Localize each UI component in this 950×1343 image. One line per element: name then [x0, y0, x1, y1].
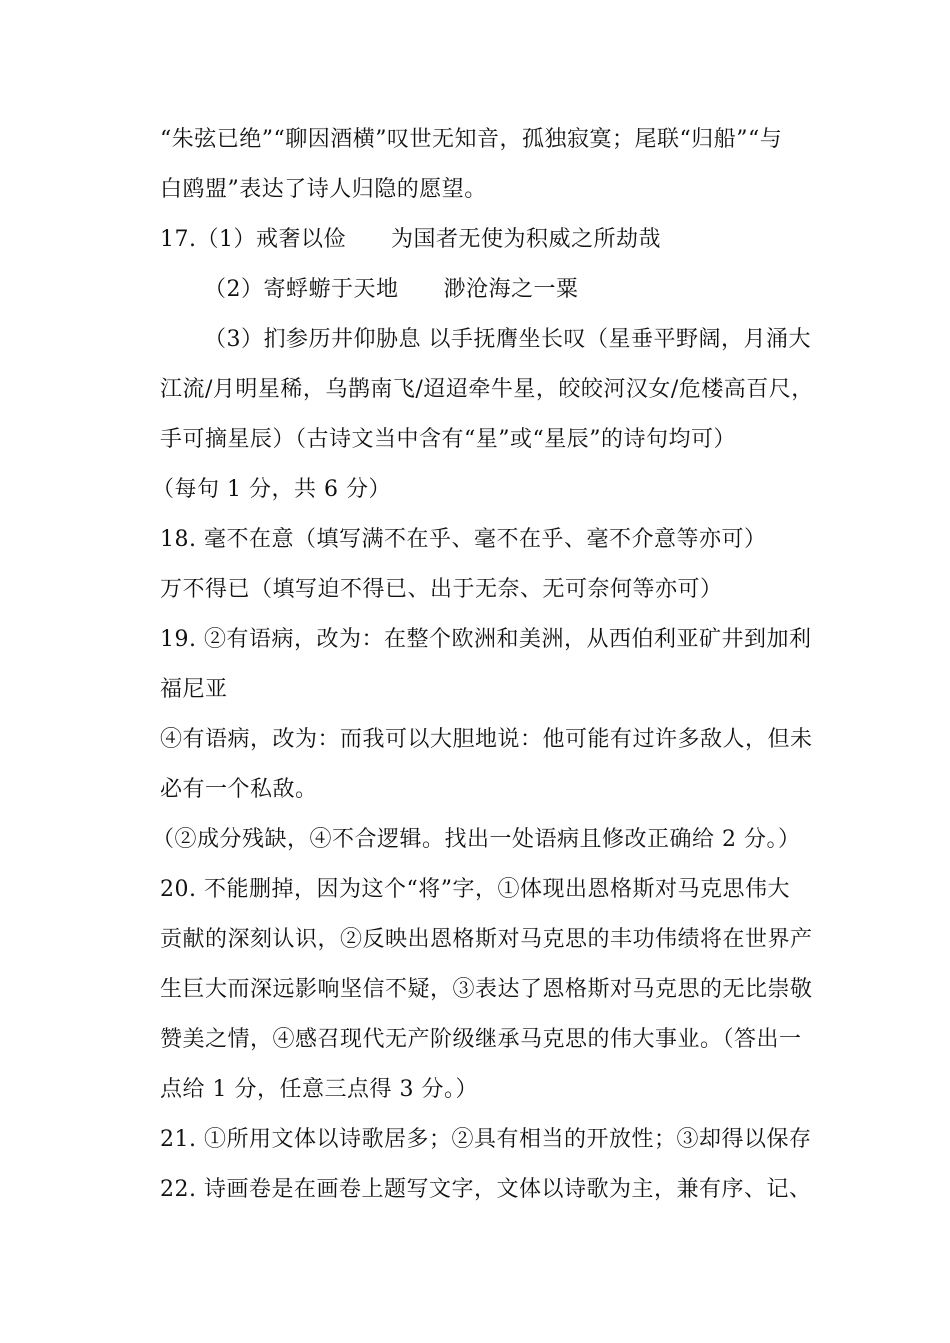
score-note: （每句 1 分，共 6 分）: [152, 477, 391, 502]
text-line: 生巨大而深远影响坚信不疑，③表达了恩格斯对马克思的无比崇敬: [160, 977, 813, 1002]
answer-18-line: 18. 毫不在意（填写满不在乎、毫不在乎、毫不介意等亦可）: [160, 527, 767, 552]
answer-17-3-line: （3）扪参历井仰胁息 以手抚膺坐长叹（星垂平野阔，月涌大: [204, 327, 811, 352]
answer-20-line: 20. 不能删掉，因为这个“将”字，①体现出恩格斯对马克思伟大: [160, 877, 790, 902]
text-line: 万不得已（填写迫不得已、出于无奈、无可奈何等亦可）: [160, 577, 723, 602]
answer-19-line: 19. ②有语病，改为：在整个欧洲和美洲，从西伯利亚矿井到加利: [160, 627, 812, 652]
text-line: ④有语病，改为：而我可以大胆地说：他可能有过许多敌人，但未: [160, 727, 813, 752]
text-line: “朱弦已绝”“聊因酒横”叹世无知音，孤独寂寞；尾联“归船”“与: [160, 127, 783, 152]
text-line: 福尼亚: [160, 677, 228, 702]
answer-22-line: 22. 诗画卷是在画卷上题写文字，文体以诗歌为主，兼有序、记、: [160, 1177, 812, 1202]
text-line: 贡献的深刻认识，②反映出恩格斯对马克思的丰功伟绩将在世界产: [160, 927, 813, 952]
text-line: 必有一个私敌。: [160, 777, 318, 802]
answer-21-line: 21. ①所用文体以诗歌居多；②具有相当的开放性；③却得以保存: [160, 1127, 812, 1152]
answer-17-2-line: （2）寄蜉蝣于天地 渺沧海之一粟: [204, 277, 579, 302]
text-line: 江流/月明星稀，乌鹊南飞/迢迢牵牛星，皎皎河汉女/危楼高百尺，: [160, 377, 814, 402]
text-line: 手可摘星辰）（古诗文当中含有“星”或“星辰”的诗句均可）: [160, 427, 736, 452]
text-line: 赞美之情，④感召现代无产阶级继承马克思的伟大事业。（答出一: [160, 1027, 802, 1052]
text-line: 点给 1 分，任意三点得 3 分。）: [160, 1077, 478, 1102]
text-line: 白鸥盟”表达了诗人归隐的愿望。: [160, 177, 487, 202]
answer-17-line: 17.（1）戒奢以俭 为国者无使为积威之所劫哉: [160, 227, 661, 252]
score-note: （②成分残缺，④不合逻辑。找出一处语病且修改正确给 2 分。）: [152, 827, 801, 852]
